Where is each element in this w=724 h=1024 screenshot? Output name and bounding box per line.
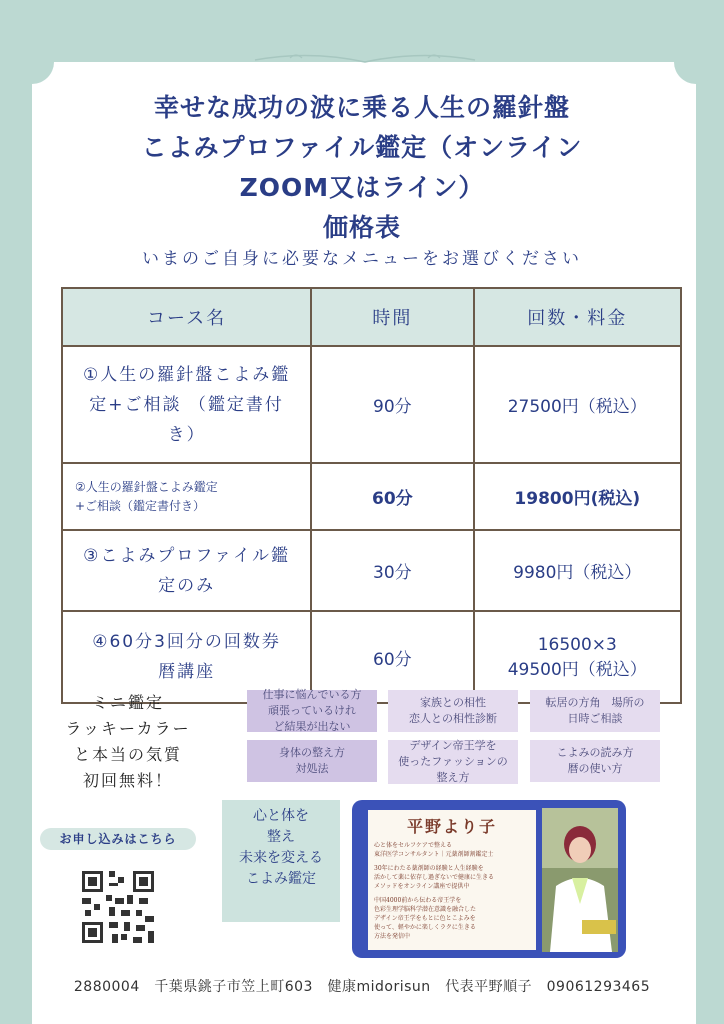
mini-line: ミニ鑑定 [91, 693, 164, 712]
tag-line: 日時ご相談 [567, 712, 623, 725]
mini-line: と本当の気質 [73, 745, 182, 764]
tag-line: こよみの読み方 [556, 746, 634, 759]
tag-line: ど結果が出ない [273, 720, 351, 733]
profile-line: 心と体をセルフケアで整える [374, 842, 453, 849]
table-row [62, 463, 681, 530]
tag-line: 使ったファッションの [398, 755, 508, 768]
mini-line: ラッキーカラー [65, 719, 191, 738]
profile-line: 活かして薬に依存し過ぎないで健康に生きる [374, 874, 495, 881]
tag-line: 対処法 [295, 762, 329, 775]
tag-line: 頑張っているけれ [268, 704, 356, 717]
title-line-2: こよみプロファイル鑑定（オンライン [141, 133, 583, 162]
course-name-line: +ご相談（鑑定書付き） [75, 498, 206, 513]
profile-description [368, 837, 536, 941]
profile-line: 中国4000前から伝わる帝王学を [374, 897, 462, 904]
tag-line: 身体の整え方 [279, 746, 345, 759]
profile-line: メソッドをオンライン講座で提供中 [374, 883, 470, 890]
topic-tag [530, 690, 660, 732]
tag-line: 仕事に悩んでいる方 [262, 688, 362, 701]
price-line: 49500円（税込） [507, 659, 647, 680]
course-name: ③こよみプロファイル鑑定のみ [62, 530, 311, 611]
mindbox-line: こよみ鑑定 [246, 871, 316, 887]
profile-line: 方法を発信中 [374, 933, 411, 940]
table-row [62, 530, 681, 611]
mind-body-box [222, 800, 340, 922]
subtitle: いまのご自身に必要なメニューをお選びください [142, 249, 582, 269]
course-name-line: 暦講座 [158, 662, 216, 682]
mini-line: 初回無料！ [82, 771, 173, 790]
tag-line: デザイン帝王学を [409, 739, 497, 752]
course-time: 60分 [311, 611, 473, 703]
title-line-1: 幸せな成功の波に乗る人生の羅針盤 [153, 93, 570, 122]
column-header: 時間 [311, 288, 473, 346]
topic-tag [247, 690, 377, 732]
course-price: 27500円（税込） [474, 346, 681, 463]
column-header: 回数・料金 [474, 288, 681, 346]
course-name: ①人生の羅針盤こよみ鑑定+ご相談 （鑑定書付き） [62, 346, 311, 463]
course-name-line: ②人生の羅針盤こよみ鑑定 [75, 479, 218, 494]
course-time: 90分 [311, 346, 473, 463]
topic-tag [530, 740, 660, 782]
tag-line: 家族との相性 [420, 696, 486, 709]
scallop-corner [674, 40, 718, 84]
floral-ornament [250, 50, 480, 70]
mini-reading-offer [48, 690, 208, 794]
topic-tag [388, 740, 518, 784]
table-header-row [62, 288, 681, 346]
mindbox-line: 未来を変える [239, 850, 323, 866]
apply-button[interactable]: お申し込みはこちら [40, 828, 196, 850]
tag-line: 暦の使い方 [567, 762, 623, 775]
profile-line: 東洋医学コンサルタント｜元薬剤師割鑑定士 [374, 851, 494, 858]
profile-line: デザイン帝王学をもとに色とこよみを [374, 915, 476, 922]
course-name-line: ④60分3回分の回数券 [92, 632, 281, 652]
tag-line: 転居の方角 場所の [545, 696, 645, 709]
profile-text-panel [368, 810, 536, 950]
price-line: 16500×3 [537, 634, 617, 655]
course-time: 30分 [311, 530, 473, 611]
price-table [61, 287, 682, 704]
mindbox-line: 心と体を [253, 808, 309, 824]
table-row [62, 346, 681, 463]
qr-code-icon[interactable] [79, 868, 157, 946]
title-line-3: ZOOM又はライン） [239, 173, 485, 202]
profile-name: 平野より子 [406, 817, 497, 836]
tag-line: 整え方 [436, 771, 470, 784]
profile-line: 30年にわたる薬剤師の経験と人生経験を [374, 865, 484, 872]
course-price: 19800円(税込) [474, 463, 681, 530]
footer-contact: 2880004 千葉県銚子市笠上町603 健康midorisun 代表平野順子 09061293465 [73, 979, 651, 995]
course-time: 60分 [311, 463, 473, 530]
topic-tag [388, 690, 518, 732]
topic-tag [247, 740, 377, 782]
column-header: コース名 [62, 288, 311, 346]
tag-line: 恋人との相性診断 [409, 712, 497, 725]
profile-line: 使って、軽やかに楽しくラクに生きる [374, 924, 476, 931]
scallop-corner [10, 40, 54, 84]
profile-card [352, 800, 626, 958]
course-name [62, 463, 311, 530]
profile-photo [542, 808, 618, 952]
mindbox-line: 整え [267, 829, 295, 845]
title-line-4: 価格表 [322, 213, 401, 242]
profile-line: 色彩生理学脳科学潜在意識を融合した [374, 906, 477, 913]
course-price: 9980円（税込） [474, 530, 681, 611]
